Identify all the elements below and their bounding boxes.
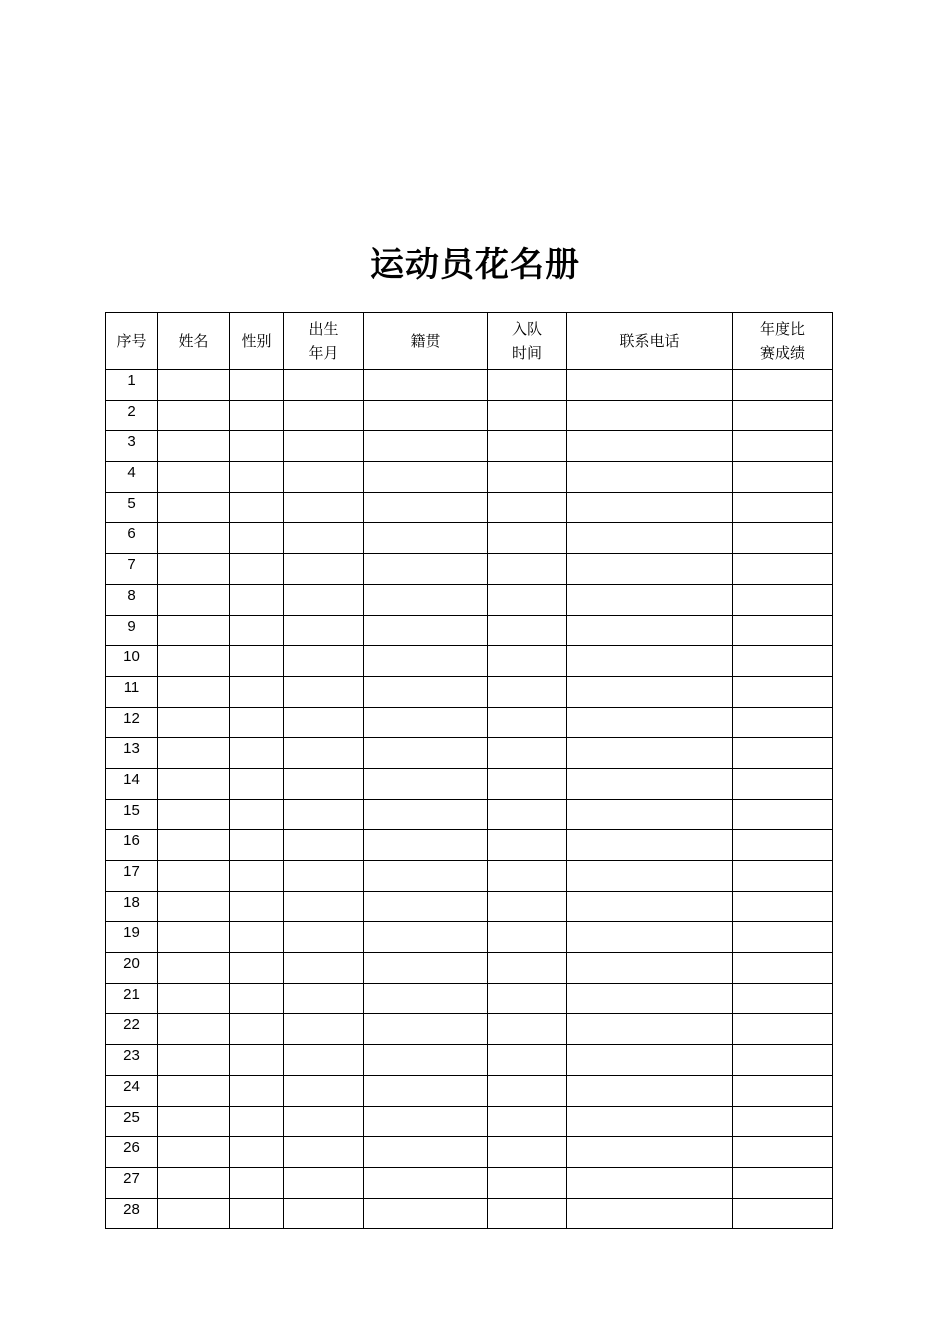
empty-cell-join[interactable] — [488, 523, 567, 554]
empty-cell-join[interactable] — [488, 615, 567, 646]
empty-cell-birth[interactable] — [284, 462, 364, 493]
empty-cell-phone[interactable] — [567, 1014, 733, 1045]
empty-cell-hometown[interactable] — [364, 1106, 488, 1137]
empty-cell-phone[interactable] — [567, 646, 733, 677]
table-row — [106, 1045, 833, 1076]
empty-cell-results[interactable] — [733, 707, 833, 738]
empty-cell-phone[interactable] — [567, 707, 733, 738]
empty-cell-phone[interactable] — [567, 554, 733, 585]
row-number: 9 — [106, 615, 158, 646]
empty-cell-gender[interactable] — [230, 830, 284, 861]
empty-cell-phone[interactable] — [567, 400, 733, 431]
table-body — [106, 370, 833, 1229]
row-number: 17 — [106, 861, 158, 892]
empty-cell-gender[interactable] — [230, 554, 284, 585]
empty-cell-hometown[interactable] — [364, 799, 488, 830]
empty-cell-name[interactable] — [158, 1167, 230, 1198]
table-row — [106, 370, 833, 401]
column-header-text: 性别 — [241, 332, 272, 350]
empty-cell-gender[interactable] — [230, 799, 284, 830]
row-number: 13 — [106, 738, 158, 769]
empty-cell-hometown[interactable] — [364, 523, 488, 554]
empty-cell-results[interactable] — [733, 922, 833, 953]
empty-cell-phone[interactable] — [567, 891, 733, 922]
column-header-results — [733, 313, 833, 370]
empty-cell-gender[interactable] — [230, 1137, 284, 1168]
column-header-text: 出生 — [308, 320, 339, 338]
empty-cell-gender[interactable] — [230, 1167, 284, 1198]
empty-cell-results[interactable] — [733, 584, 833, 615]
table-row — [106, 738, 833, 769]
empty-cell-birth[interactable] — [284, 861, 364, 892]
empty-cell-results[interactable] — [733, 861, 833, 892]
row-number: 7 — [106, 554, 158, 585]
empty-cell-join[interactable] — [488, 1106, 567, 1137]
row-number: 24 — [106, 1075, 158, 1106]
table-row — [106, 983, 833, 1014]
empty-cell-hometown[interactable] — [364, 1198, 488, 1229]
empty-cell-gender[interactable] — [230, 1045, 284, 1076]
row-number: 25 — [106, 1106, 158, 1137]
empty-cell-results[interactable] — [733, 646, 833, 677]
empty-cell-results[interactable] — [733, 400, 833, 431]
header-row — [106, 313, 833, 370]
empty-cell-birth[interactable] — [284, 431, 364, 462]
empty-cell-birth[interactable] — [284, 768, 364, 799]
empty-cell-hometown[interactable] — [364, 861, 488, 892]
empty-cell-join[interactable] — [488, 1137, 567, 1168]
empty-cell-results[interactable] — [733, 615, 833, 646]
column-header-text: 年度比 — [759, 320, 805, 338]
empty-cell-name[interactable] — [158, 492, 230, 523]
empty-cell-name[interactable] — [158, 523, 230, 554]
empty-cell-hometown[interactable] — [364, 1137, 488, 1168]
empty-cell-birth[interactable] — [284, 891, 364, 922]
row-number: 19 — [106, 922, 158, 953]
empty-cell-results[interactable] — [733, 1106, 833, 1137]
empty-cell-birth[interactable] — [284, 646, 364, 677]
column-header-text: 时间 — [511, 344, 542, 362]
empty-cell-name[interactable] — [158, 768, 230, 799]
table-row — [106, 1137, 833, 1168]
empty-cell-name[interactable] — [158, 861, 230, 892]
table-row — [106, 799, 833, 830]
empty-cell-phone[interactable] — [567, 830, 733, 861]
empty-cell-join[interactable] — [488, 1045, 567, 1076]
table-row — [106, 1198, 833, 1229]
empty-cell-gender[interactable] — [230, 431, 284, 462]
row-number: 12 — [106, 707, 158, 738]
empty-cell-results[interactable] — [733, 830, 833, 861]
empty-cell-hometown[interactable] — [364, 707, 488, 738]
empty-cell-name[interactable] — [158, 676, 230, 707]
empty-cell-results[interactable] — [733, 1075, 833, 1106]
empty-cell-name[interactable] — [158, 983, 230, 1014]
empty-cell-phone[interactable] — [567, 492, 733, 523]
empty-cell-gender[interactable] — [230, 1198, 284, 1229]
row-number: 10 — [106, 646, 158, 677]
table-row — [106, 431, 833, 462]
empty-cell-hometown[interactable] — [364, 1045, 488, 1076]
empty-cell-gender[interactable] — [230, 1106, 284, 1137]
empty-cell-phone[interactable] — [567, 431, 733, 462]
empty-cell-join[interactable] — [488, 707, 567, 738]
empty-cell-name[interactable] — [158, 646, 230, 677]
empty-cell-join[interactable] — [488, 676, 567, 707]
empty-cell-join[interactable] — [488, 492, 567, 523]
empty-cell-birth[interactable] — [284, 1045, 364, 1076]
empty-cell-name[interactable] — [158, 953, 230, 984]
empty-cell-gender[interactable] — [230, 738, 284, 769]
column-header-text: 序号 — [116, 332, 147, 350]
empty-cell-hometown[interactable] — [364, 492, 488, 523]
empty-cell-results[interactable] — [733, 554, 833, 585]
empty-cell-phone[interactable] — [567, 1106, 733, 1137]
row-number: 11 — [106, 676, 158, 707]
empty-cell-join[interactable] — [488, 953, 567, 984]
empty-cell-phone[interactable] — [567, 983, 733, 1014]
empty-cell-gender[interactable] — [230, 891, 284, 922]
row-number: 26 — [106, 1137, 158, 1168]
empty-cell-name[interactable] — [158, 1137, 230, 1168]
table-row — [106, 1014, 833, 1045]
empty-cell-join[interactable] — [488, 738, 567, 769]
row-number: 18 — [106, 891, 158, 922]
empty-cell-birth[interactable] — [284, 492, 364, 523]
row-number: 1 — [106, 370, 158, 401]
empty-cell-name[interactable] — [158, 554, 230, 585]
empty-cell-phone[interactable] — [567, 523, 733, 554]
table-row — [106, 1106, 833, 1137]
empty-cell-birth[interactable] — [284, 1137, 364, 1168]
row-number: 3 — [106, 431, 158, 462]
empty-cell-birth[interactable] — [284, 523, 364, 554]
empty-cell-join[interactable] — [488, 554, 567, 585]
empty-cell-name[interactable] — [158, 1075, 230, 1106]
row-number: 20 — [106, 953, 158, 984]
empty-cell-phone[interactable] — [567, 861, 733, 892]
empty-cell-phone[interactable] — [567, 953, 733, 984]
empty-cell-birth[interactable] — [284, 830, 364, 861]
empty-cell-hometown[interactable] — [364, 370, 488, 401]
column-header-text: 姓名 — [178, 332, 209, 350]
empty-cell-phone[interactable] — [567, 584, 733, 615]
empty-cell-results[interactable] — [733, 370, 833, 401]
row-number: 27 — [106, 1167, 158, 1198]
empty-cell-gender[interactable] — [230, 676, 284, 707]
empty-cell-name[interactable] — [158, 1106, 230, 1137]
table-row — [106, 891, 833, 922]
empty-cell-hometown[interactable] — [364, 646, 488, 677]
empty-cell-join[interactable] — [488, 768, 567, 799]
table-row — [106, 615, 833, 646]
empty-cell-results[interactable] — [733, 953, 833, 984]
empty-cell-gender[interactable] — [230, 615, 284, 646]
empty-cell-hometown[interactable] — [364, 676, 488, 707]
column-header-seq — [106, 313, 158, 370]
empty-cell-name[interactable] — [158, 1198, 230, 1229]
empty-cell-gender[interactable] — [230, 707, 284, 738]
column-header-text: 赛成绩 — [759, 344, 805, 362]
empty-cell-name[interactable] — [158, 799, 230, 830]
empty-cell-hometown[interactable] — [364, 615, 488, 646]
table-row — [106, 646, 833, 677]
empty-cell-gender[interactable] — [230, 861, 284, 892]
empty-cell-gender[interactable] — [230, 370, 284, 401]
empty-cell-phone[interactable] — [567, 1075, 733, 1106]
empty-cell-phone[interactable] — [567, 462, 733, 493]
table-row — [106, 1167, 833, 1198]
table-row — [106, 830, 833, 861]
table-row — [106, 492, 833, 523]
empty-cell-results[interactable] — [733, 431, 833, 462]
row-number: 23 — [106, 1045, 158, 1076]
column-header-text: 入队 — [511, 320, 542, 338]
empty-cell-gender[interactable] — [230, 492, 284, 523]
empty-cell-gender[interactable] — [230, 983, 284, 1014]
empty-cell-join[interactable] — [488, 462, 567, 493]
table-row — [106, 768, 833, 799]
empty-cell-hometown[interactable] — [364, 1014, 488, 1045]
table-row — [106, 861, 833, 892]
empty-cell-results[interactable] — [733, 768, 833, 799]
empty-cell-birth[interactable] — [284, 554, 364, 585]
empty-cell-name[interactable] — [158, 431, 230, 462]
table-row — [106, 676, 833, 707]
column-header-text: 籍贯 — [410, 332, 441, 350]
row-number: 16 — [106, 830, 158, 861]
row-number: 28 — [106, 1198, 158, 1229]
empty-cell-birth[interactable] — [284, 400, 364, 431]
empty-cell-hometown[interactable] — [364, 400, 488, 431]
empty-cell-join[interactable] — [488, 1014, 567, 1045]
empty-cell-hometown[interactable] — [364, 584, 488, 615]
empty-cell-gender[interactable] — [230, 1075, 284, 1106]
empty-cell-phone[interactable] — [567, 1045, 733, 1076]
empty-cell-birth[interactable] — [284, 370, 364, 401]
empty-cell-join[interactable] — [488, 983, 567, 1014]
empty-cell-phone[interactable] — [567, 799, 733, 830]
row-number: 21 — [106, 983, 158, 1014]
empty-cell-hometown[interactable] — [364, 830, 488, 861]
empty-cell-hometown[interactable] — [364, 922, 488, 953]
empty-cell-results[interactable] — [733, 983, 833, 1014]
empty-cell-name[interactable] — [158, 830, 230, 861]
table-row — [106, 523, 833, 554]
row-number: 2 — [106, 400, 158, 431]
row-number: 4 — [106, 462, 158, 493]
empty-cell-join[interactable] — [488, 400, 567, 431]
table-row — [106, 554, 833, 585]
empty-cell-hometown[interactable] — [364, 738, 488, 769]
empty-cell-birth[interactable] — [284, 983, 364, 1014]
empty-cell-birth[interactable] — [284, 676, 364, 707]
empty-cell-phone[interactable] — [567, 922, 733, 953]
row-number: 15 — [106, 799, 158, 830]
empty-cell-birth[interactable] — [284, 1198, 364, 1229]
empty-cell-results[interactable] — [733, 1137, 833, 1168]
row-number: 6 — [106, 523, 158, 554]
table-row — [106, 584, 833, 615]
empty-cell-birth[interactable] — [284, 953, 364, 984]
empty-cell-results[interactable] — [733, 523, 833, 554]
empty-cell-birth[interactable] — [284, 707, 364, 738]
empty-cell-results[interactable] — [733, 1167, 833, 1198]
empty-cell-join[interactable] — [488, 830, 567, 861]
row-number: 14 — [106, 768, 158, 799]
empty-cell-join[interactable] — [488, 1167, 567, 1198]
empty-cell-name[interactable] — [158, 738, 230, 769]
empty-cell-results[interactable] — [733, 492, 833, 523]
empty-cell-name[interactable] — [158, 584, 230, 615]
empty-cell-join[interactable] — [488, 1198, 567, 1229]
table-row — [106, 922, 833, 953]
empty-cell-gender[interactable] — [230, 922, 284, 953]
empty-cell-hometown[interactable] — [364, 462, 488, 493]
empty-cell-birth[interactable] — [284, 922, 364, 953]
empty-cell-name[interactable] — [158, 1014, 230, 1045]
table-row — [106, 953, 833, 984]
empty-cell-phone[interactable] — [567, 615, 733, 646]
empty-cell-results[interactable] — [733, 462, 833, 493]
empty-cell-birth[interactable] — [284, 1075, 364, 1106]
empty-cell-join[interactable] — [488, 861, 567, 892]
empty-cell-join[interactable] — [488, 584, 567, 615]
empty-cell-phone[interactable] — [567, 738, 733, 769]
empty-cell-gender[interactable] — [230, 400, 284, 431]
page-title: 运动员花名册 — [370, 245, 580, 285]
column-header-text: 联系电话 — [619, 332, 680, 350]
empty-cell-hometown[interactable] — [364, 891, 488, 922]
empty-cell-name[interactable] — [158, 922, 230, 953]
empty-cell-birth[interactable] — [284, 1014, 364, 1045]
empty-cell-name[interactable] — [158, 707, 230, 738]
empty-cell-phone[interactable] — [567, 1198, 733, 1229]
empty-cell-phone[interactable] — [567, 1167, 733, 1198]
empty-cell-phone[interactable] — [567, 768, 733, 799]
column-header-text: 年月 — [308, 344, 339, 362]
empty-cell-name[interactable] — [158, 1045, 230, 1076]
empty-cell-gender[interactable] — [230, 1014, 284, 1045]
empty-cell-results[interactable] — [733, 799, 833, 830]
empty-cell-join[interactable] — [488, 799, 567, 830]
empty-cell-name[interactable] — [158, 615, 230, 646]
empty-cell-results[interactable] — [733, 1045, 833, 1076]
empty-cell-gender[interactable] — [230, 584, 284, 615]
table-row — [106, 707, 833, 738]
column-header-hometown — [364, 313, 488, 370]
column-header-name — [158, 313, 230, 370]
empty-cell-hometown[interactable] — [364, 431, 488, 462]
empty-cell-birth[interactable] — [284, 584, 364, 615]
empty-cell-join[interactable] — [488, 646, 567, 677]
empty-cell-join[interactable] — [488, 1075, 567, 1106]
empty-cell-gender[interactable] — [230, 646, 284, 677]
empty-cell-join[interactable] — [488, 431, 567, 462]
empty-cell-birth[interactable] — [284, 1106, 364, 1137]
table-row — [106, 462, 833, 493]
empty-cell-hometown[interactable] — [364, 554, 488, 585]
empty-cell-name[interactable] — [158, 370, 230, 401]
column-header-gender — [230, 313, 284, 370]
empty-cell-birth[interactable] — [284, 615, 364, 646]
column-header-join — [488, 313, 567, 370]
empty-cell-hometown[interactable] — [364, 1167, 488, 1198]
empty-cell-birth[interactable] — [284, 799, 364, 830]
empty-cell-hometown[interactable] — [364, 953, 488, 984]
roster-table — [105, 312, 833, 1229]
row-number: 5 — [106, 492, 158, 523]
empty-cell-results[interactable] — [733, 1014, 833, 1045]
empty-cell-birth[interactable] — [284, 738, 364, 769]
empty-cell-hometown[interactable] — [364, 768, 488, 799]
empty-cell-results[interactable] — [733, 891, 833, 922]
empty-cell-hometown[interactable] — [364, 1075, 488, 1106]
empty-cell-results[interactable] — [733, 1198, 833, 1229]
table-row — [106, 1075, 833, 1106]
column-header-phone — [567, 313, 733, 370]
column-header-birth — [284, 313, 364, 370]
table-row — [106, 400, 833, 431]
empty-cell-name[interactable] — [158, 891, 230, 922]
empty-cell-phone[interactable] — [567, 676, 733, 707]
row-number: 22 — [106, 1014, 158, 1045]
empty-cell-phone[interactable] — [567, 370, 733, 401]
empty-cell-results[interactable] — [733, 676, 833, 707]
empty-cell-join[interactable] — [488, 370, 567, 401]
empty-cell-name[interactable] — [158, 400, 230, 431]
empty-cell-gender[interactable] — [230, 462, 284, 493]
empty-cell-gender[interactable] — [230, 953, 284, 984]
empty-cell-join[interactable] — [488, 891, 567, 922]
empty-cell-results[interactable] — [733, 738, 833, 769]
empty-cell-gender[interactable] — [230, 768, 284, 799]
empty-cell-name[interactable] — [158, 462, 230, 493]
row-number: 8 — [106, 584, 158, 615]
empty-cell-birth[interactable] — [284, 1167, 364, 1198]
empty-cell-gender[interactable] — [230, 523, 284, 554]
empty-cell-phone[interactable] — [567, 1137, 733, 1168]
empty-cell-hometown[interactable] — [364, 983, 488, 1014]
empty-cell-join[interactable] — [488, 922, 567, 953]
